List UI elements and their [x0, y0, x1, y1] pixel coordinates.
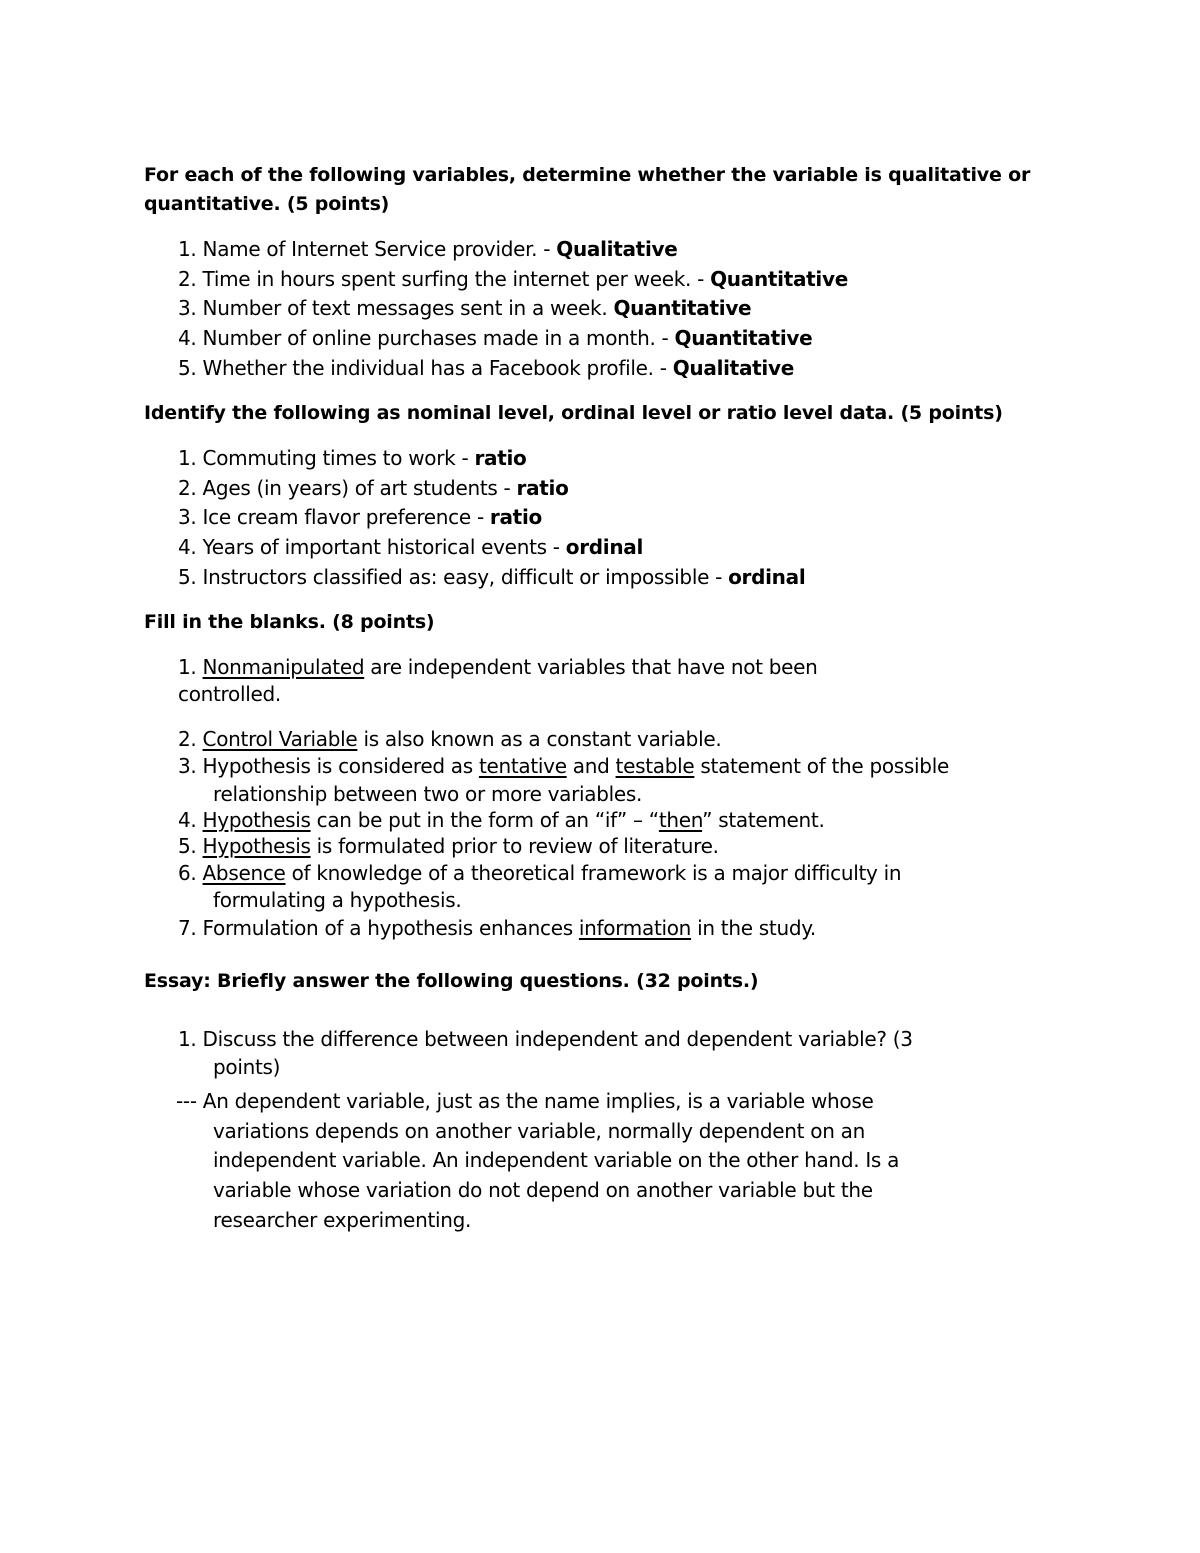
- item-number: 1.: [178, 1027, 197, 1051]
- item-number: 3.: [178, 296, 197, 320]
- item-answer: ordinal: [565, 535, 644, 559]
- section3-item-6: [178, 860, 901, 887]
- blank-answer: Absence: [202, 861, 286, 885]
- item-number: 1.: [178, 237, 197, 261]
- question-text: Discuss the difference between independent and dependent variable? (3: [202, 1027, 913, 1051]
- section1-heading: [144, 161, 1044, 219]
- item-number: 2.: [178, 267, 197, 291]
- item-answer: ratio: [516, 476, 569, 500]
- item-answer: Qualitative: [556, 237, 678, 261]
- section3-item-4: [178, 807, 825, 834]
- essay-answer-line-2: variations depends on another variable, normally dependent on an: [213, 1119, 865, 1143]
- section2-item-2: [178, 475, 569, 502]
- item-text-mid2: ” – “: [616, 808, 659, 832]
- item-number: 3.: [178, 505, 197, 529]
- section1-heading-line2: quantitative. (5 points): [144, 193, 390, 215]
- item-number: 1.: [178, 446, 197, 470]
- blank-answer-1: tentative: [478, 754, 567, 778]
- item-number: 3.: [178, 754, 197, 778]
- item-text: Number of online purchases made in a month. -: [202, 326, 675, 350]
- item-text: Ages (in years) of art students -: [202, 476, 517, 500]
- section3-item-6-continuation: formulating a hypothesis.: [213, 888, 462, 912]
- item-number: 5.: [178, 565, 197, 589]
- item-number: 5.: [178, 834, 197, 858]
- section3-item-1-continuation: controlled.: [178, 682, 281, 706]
- item-text-mid: and: [566, 754, 616, 778]
- item-number: 5.: [178, 356, 197, 380]
- section2-item-3: [178, 504, 542, 531]
- item-text: Instructors classified as: easy, difficult or impossible -: [202, 565, 729, 589]
- item-answer: ordinal: [728, 565, 806, 589]
- item-text: of knowledge of a theoretical framework is a major difficulty in: [285, 861, 902, 885]
- item-text: Commuting times to work -: [202, 446, 475, 470]
- section2-heading: Identify the following as nominal level, ordinal level or ratio level data. (5 points): [144, 402, 1003, 424]
- section1-item-5: [178, 355, 794, 382]
- section1-item-1: [178, 236, 678, 263]
- item-number: 2.: [178, 476, 197, 500]
- item-text: Whether the individual has a Facebook profile. -: [202, 356, 673, 380]
- essay-answer-line-1: --- An dependent variable, just as the name implies, is a variable whose: [176, 1089, 874, 1113]
- item-answer: ratio: [474, 446, 527, 470]
- essay-answer-line-3: independent variable. An independent variable on the other hand. Is a: [213, 1148, 900, 1172]
- item-text-mid: can be put in the form of an “: [310, 808, 605, 832]
- item-text: Hypothesis is considered as: [202, 754, 479, 778]
- word-if: if: [604, 808, 617, 832]
- item-text: are independent variables that have not been: [364, 655, 818, 679]
- section3-item-7: [178, 915, 816, 942]
- item-number: 1.: [178, 655, 197, 679]
- item-text-rest: in the study.: [691, 916, 816, 940]
- item-number: 6.: [178, 861, 197, 885]
- section2-item-1: [178, 445, 526, 472]
- item-text: Formulation of a hypothesis enhances: [202, 916, 579, 940]
- item-answer: Quantitative: [613, 296, 752, 320]
- essay-question-1-continuation: points): [213, 1055, 281, 1079]
- essay-question-1: [178, 1026, 913, 1053]
- section3-item-3-continuation: relationship between two or more variables.: [213, 782, 643, 806]
- section1-item-3: [178, 295, 751, 322]
- item-text: Number of text messages sent in a week.: [202, 296, 614, 320]
- section3-item-5: [178, 833, 719, 860]
- item-number: 4.: [178, 326, 197, 350]
- item-number: 4.: [178, 808, 197, 832]
- section4-heading: Essay: Briefly answer the following questions. (32 points.): [144, 970, 759, 992]
- blank-answer: Hypothesis: [202, 834, 311, 858]
- item-number: 2.: [178, 727, 197, 751]
- item-number: 4.: [178, 535, 197, 559]
- section3-item-2: [178, 726, 721, 753]
- blank-answer: Control Variable: [202, 727, 358, 751]
- item-answer: ratio: [489, 505, 542, 529]
- item-text: Years of important historical events -: [202, 535, 566, 559]
- section1-item-2: [178, 266, 848, 293]
- blank-answer: Nonmanipulated: [202, 655, 365, 679]
- item-text: is formulated prior to review of literature.: [310, 834, 719, 858]
- blank-answer-1: Hypothesis: [202, 808, 311, 832]
- blank-answer: information: [578, 916, 692, 940]
- section2-item-4: [178, 534, 643, 561]
- item-text: Ice cream flavor preference -: [202, 505, 490, 529]
- item-text: is also known as a constant variable.: [357, 727, 722, 751]
- item-answer: Quantitative: [674, 326, 813, 350]
- item-text-rest: statement of the possible: [694, 754, 949, 778]
- section2-item-5: [178, 564, 805, 591]
- item-answer: Quantitative: [710, 267, 848, 291]
- item-text: Time in hours spent surfing the internet per week. -: [202, 267, 711, 291]
- essay-answer-line-4: variable whose variation do not depend on another variable but the: [213, 1178, 873, 1202]
- essay-answer-line-5: researcher experimenting.: [213, 1208, 472, 1232]
- item-text: Name of Internet Service provider. -: [202, 237, 557, 261]
- item-answer: Qualitative: [672, 356, 794, 380]
- item-text-rest: ” statement.: [702, 808, 825, 832]
- blank-answer-2: testable: [615, 754, 695, 778]
- blank-answer-2: then: [658, 808, 703, 832]
- section3-item-1: [178, 654, 818, 681]
- section3-item-3: [178, 753, 949, 780]
- section1-item-4: [178, 325, 812, 352]
- section1-heading-line1: For each of the following variables, determine whether the variable is qualitative or: [144, 164, 1031, 186]
- section3-heading: Fill in the blanks. (8 points): [144, 611, 435, 633]
- item-number: 7.: [178, 916, 197, 940]
